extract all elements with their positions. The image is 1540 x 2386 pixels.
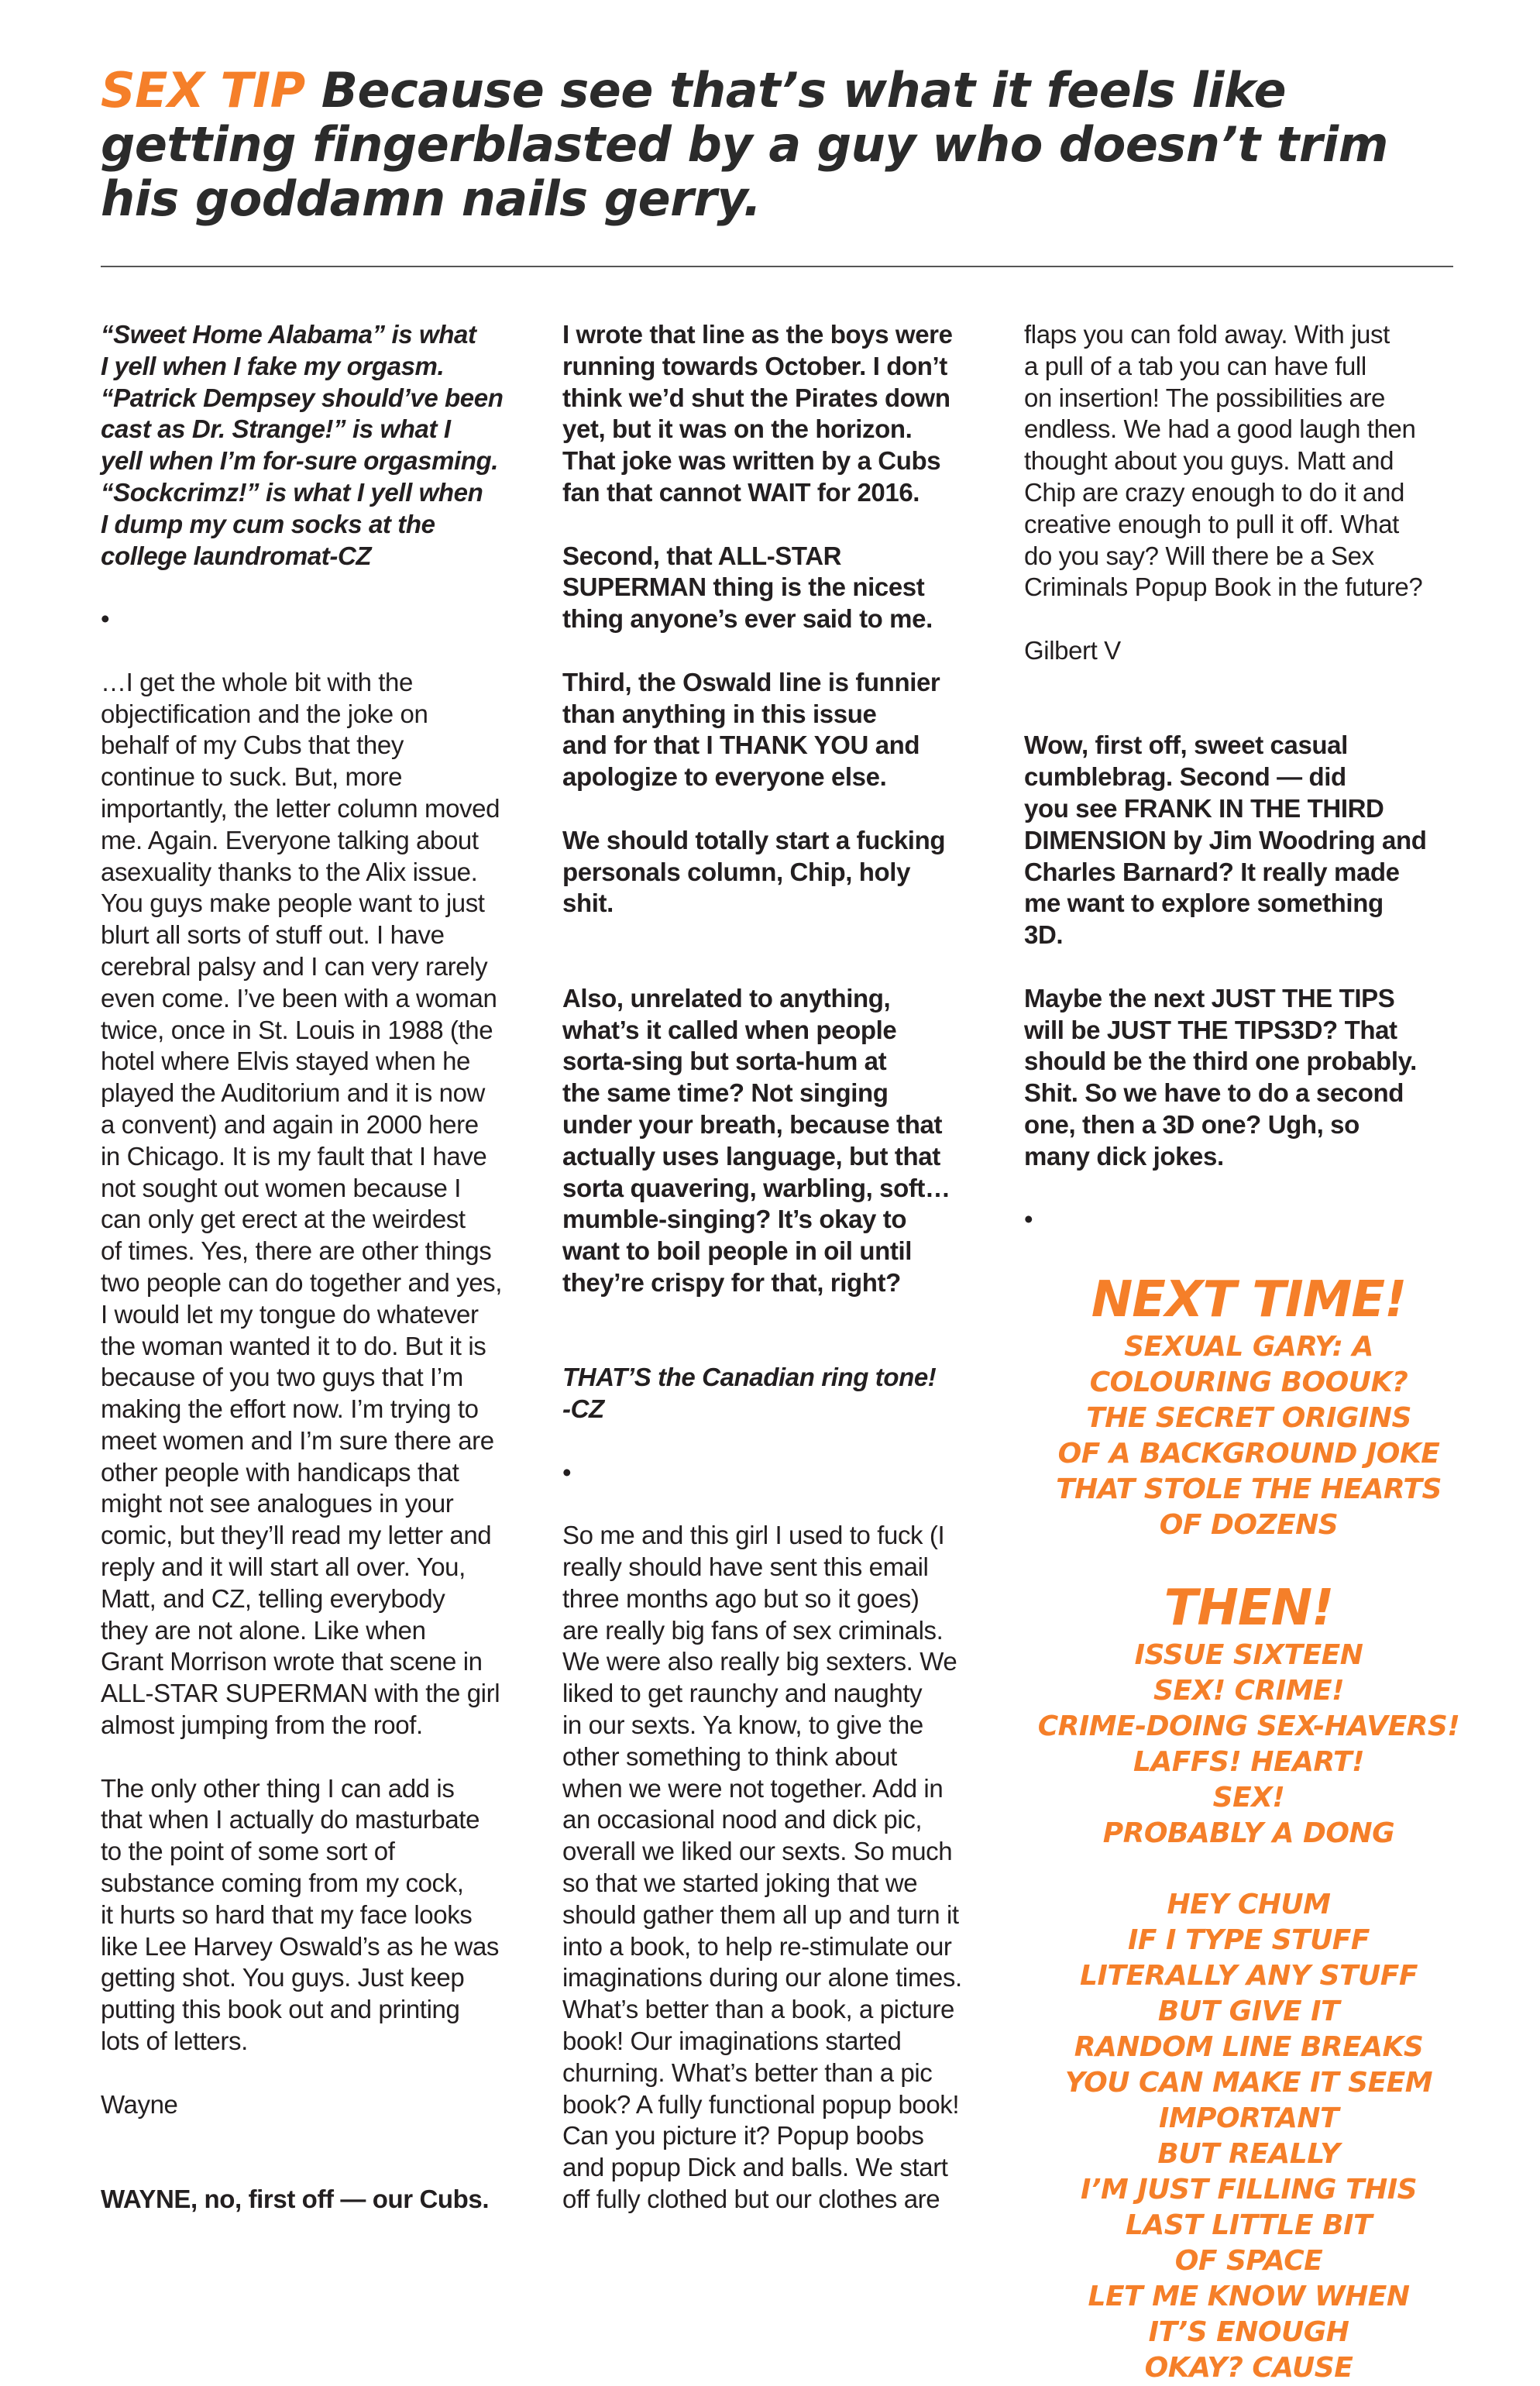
letter-response: Third, the Oswald line is funnier than anything in this issue and for that I THANK YOU and apologize to everyone else. xyxy=(562,667,940,792)
letter-response: Also, unrelated to anything, what’s it called when people sorta-sing but sorta-hum at the same time? Not singing under your breath, because that actually uses language, but that sorta quavering, warbling, soft… mumble-singing? It’s okay to want to boil people in oil until they’re crispy for that, right? xyxy=(562,983,950,1297)
letter-response: “Sweet Home Alabama” is what I yell when I fake my orgasm. “Patrick Dempsey should’ve been cast as Dr. Strange!” is what I yell when I’m for-sure orgasming. “Sockcrimz!” is what I yell when I dump my cum socks at the college laundromat-CZ xyxy=(101,320,504,570)
page-headline xyxy=(101,64,1449,226)
bullet-separator: • xyxy=(1024,1205,1033,1234)
then-heading: THEN! xyxy=(1164,1580,1334,1637)
letter-paragraph: The only other thing I can add is that when I actually do masturbate to the point of some sort of substance coming from my cock, it hurts so hard that my face looks like Lee Harvey Oswald’s as he was getting shot. You guys. Just keep putting this book out and printing lots of letters. xyxy=(101,1773,500,2056)
letter-response: THAT’S the Canadian ring tone! -CZ xyxy=(562,1363,937,1424)
letters-column-1 xyxy=(101,319,558,2216)
letter-response: Second, that ALL-STAR SUPERMAN thing is the nicest thing anyone’s ever said to me. xyxy=(562,541,933,634)
bullet-separator: • xyxy=(101,604,110,634)
next-time-heading: NEXT TIME! xyxy=(1091,1271,1407,1329)
letter-signature: Gilbert V xyxy=(1024,635,1121,665)
letters-column-3 xyxy=(1024,319,1481,1236)
headline-text: Because see that’s what it feels like getting fingerblasted by a guy who doesn’t trim his goddamn nails gerry. xyxy=(101,62,1388,227)
header-divider xyxy=(101,266,1453,267)
letter-signature: Wayne xyxy=(101,2089,178,2119)
then-lines: ISSUE SIXTEEN SEX! CRIME! CRIME-DOING SEX-HAVERS! LAFFS! HEART! SEX! PROBABLY A DONG xyxy=(1037,1639,1460,1849)
letter-paragraph: flaps you can fold away. With just a pull of a tab you can have full on insertion! The possibilities are endless. We had a good laugh then thought about you guys. Matt and Chip are crazy enough to do it and creative enough to pull it off. What do you say? Will there be a Sex Criminals Popup Book in the future? xyxy=(1024,320,1423,602)
sex-tip-label: SEX TIP xyxy=(101,62,305,119)
letter-response: I wrote that line as the boys were running towards October. I don’t think we’d shut the Pirates down yet, but it was on the horizon. That joke was written by a Cubs fan that cannot WAIT for 2016. xyxy=(562,320,953,507)
letter-paragraph: …I get the whole bit with the objectification and the joke on behalf of my Cubs that they continue to suck. But, more importantly, the letter column moved me. Again. Everyone talking about asexuality thanks to the Alix issue. You guys make people want to just blurt all sorts of stuff out. I have cerebral palsy and I can very rarely even come. I’ve been with a woman twice, once in St. Louis in 1988 (the hotel where Elvis stayed when he played the Auditorium and it is now a convent) and again in 2000 here in Chicago. It is my fault that I have not sought out women because I can only get erect at the weirdest of times. Yes, there are other things two people can do together and yes, I would let my tongue do whatever the woman wanted it to do. But it is because of you two guys that I’m making the effort now. I’m trying to meet women and I’m sure there are other people with handicaps that might not see analogues in your comic, but they’ll read my letter and reply and it will start all over. You, Matt, and CZ, telling everybody they are not alone. Like when Grant Morrison wrote that scene in ALL-STAR SUPERMAN with the girl almost jumping from the roof. xyxy=(101,667,503,1740)
next-time-block xyxy=(1024,1270,1473,2386)
letter-paragraph: So me and this girl I used to fuck (I really should have sent this email three months ago but so it goes) are really big fans of sex criminals. We were also really big sexters. We liked to get raunchy and naughty in our sexts. Ya know, to give the other something to think about when we were not together. Add in an occasional nood and dick pic, overall we liked our sexts. So much so that we started joking that we should gather them all up and turn it into a book, to help re-stimulate our imaginations during our alone times. What’s better than a book, a picture book! Our imaginations started churning. What’s better than a pic book? A fully functional popup book! Can you picture it? Popup boobs and popup Dick and balls. We start off fully clothed but our clothes are xyxy=(562,1521,962,2214)
letter-response: Maybe the next JUST THE TIPS will be JUST THE TIPS3D? That should be the third one probably. Shit. So we have to do a second one, then a 3D one? Ugh, so many dick jokes. xyxy=(1024,983,1417,1171)
next-time-lines: SEXUAL GARY: A COLOURING BOOUK? THE SECRET ORIGINS OF A BACKGROUND JOKE THAT STOLE THE HEARTS OF DOZENS xyxy=(1056,1331,1442,1541)
letter-response: We should totally start a fucking personals column, Chip, holy shit. xyxy=(562,825,946,918)
letter-response: WAYNE, no, first off — our Cubs. xyxy=(101,2185,490,2214)
filler-lines: HEY CHUM IF I TYPE STUFF LITERALLY ANY STUFF BUT GIVE IT RANDOM LINE BREAKS YOU CAN MAKE IT SEEM IMPORTANT BUT REALLY I’M JUST FILLING THIS LAST LITTLE BIT OF SPACE LET ME KNOW WHEN IT’S ENOUGH OKAY? CAUSE xyxy=(1064,1889,1433,2384)
letter-response: Wow, first off, sweet casual cumblebrag. Second — did you see FRANK IN THE THIRD DIMENSION by Jim Woodring and Charles Barnard? It really made me want to explore something 3D. xyxy=(1024,731,1427,950)
letters-column-2 xyxy=(562,319,1019,2216)
bullet-separator: • xyxy=(562,1457,572,1487)
